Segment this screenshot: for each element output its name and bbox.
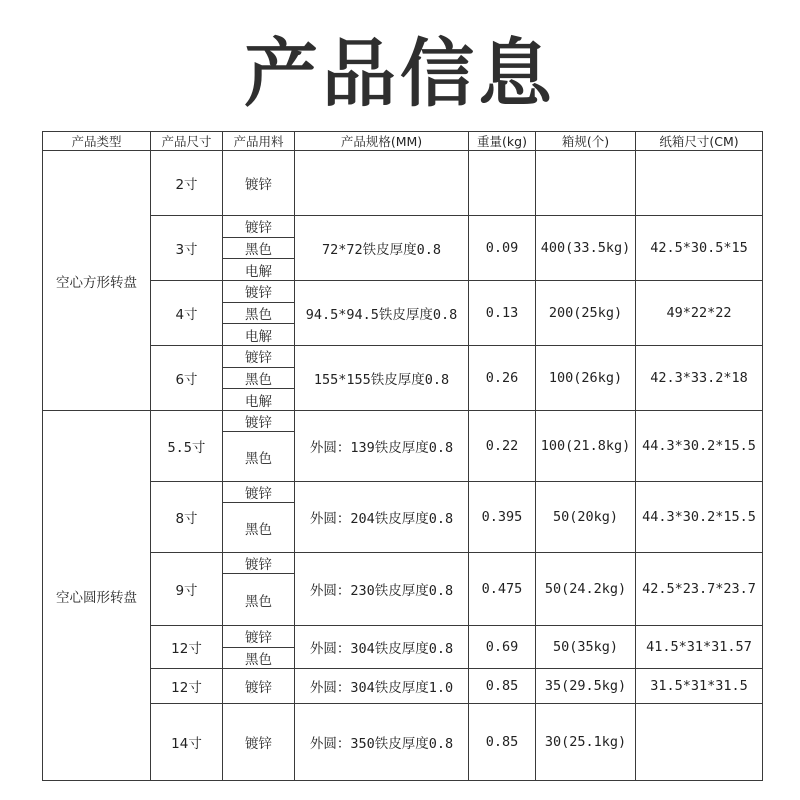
header-product-size: 产品尺寸 [151,132,223,151]
material-item: 镀锌 [245,285,272,302]
material-item: 镀锌 [245,630,272,647]
size-cell: 12寸 [151,626,223,669]
header-product-material: 产品用料 [223,132,295,151]
table-row [43,553,763,626]
material-item: 镀锌 [245,557,272,573]
material-cell [223,626,295,669]
table-row [43,704,763,781]
size-cell: 2寸 [151,151,223,216]
size-cell: 4寸 [151,281,223,346]
material-item: 黑色 [223,647,294,669]
table-row [43,216,763,281]
weight-cell: 0.69 [469,626,536,669]
spec-cell: 外圆：350铁皮厚度0.8 [295,704,469,781]
weight-cell: 0.395 [469,482,536,553]
table-row [43,281,763,346]
box-cell: 100(26kg) [536,346,636,411]
material-item: 镀锌 [245,350,272,367]
header-weight: 重量(kg) [469,132,536,151]
spec-cell: 外圆：204铁皮厚度0.8 [295,482,469,553]
spec-cell: 155*155铁皮厚度0.8 [295,346,469,411]
box-cell [536,151,636,216]
carton-cell: 42.5*30.5*15 [636,216,763,281]
material-cell [223,216,295,281]
spec-cell: 外圆：304铁皮厚度0.8 [295,626,469,669]
table-row [43,151,763,216]
material-item: 电解 [223,258,294,280]
carton-cell [636,151,763,216]
material-cell [223,411,295,482]
material-cell [223,151,295,216]
table-row [43,626,763,669]
spec-cell: 外圆：304铁皮厚度1.0 [295,669,469,704]
spec-cell: 外圆：139铁皮厚度0.8 [295,411,469,482]
weight-cell: 0.13 [469,281,536,346]
material-item: 黑色 [223,502,294,552]
material-item: 黑色 [223,302,294,324]
material-item: 镀锌 [245,415,272,431]
material-item: 镀锌 [245,736,272,752]
box-cell: 100(21.8kg) [536,411,636,482]
box-cell: 50(24.2kg) [536,553,636,626]
page-title: 产品信息 [244,31,556,117]
material-cell [223,482,295,553]
header-carton-size: 纸箱尺寸(CM) [636,132,763,151]
carton-cell [636,704,763,781]
material-item: 黑色 [223,367,294,389]
table-header-row [43,132,763,151]
material-cell [223,704,295,781]
material-item: 黑色 [223,237,294,259]
box-cell: 30(25.1kg) [536,704,636,781]
material-cell [223,553,295,626]
header-product-type: 产品类型 [43,132,151,151]
weight-cell: 0.85 [469,704,536,781]
header-box-quantity: 箱规(个) [536,132,636,151]
material-item: 电解 [223,323,294,345]
weight-cell: 0.26 [469,346,536,411]
weight-cell: 0.09 [469,216,536,281]
carton-cell: 42.5*23.7*23.7 [636,553,763,626]
size-cell: 6寸 [151,346,223,411]
box-cell: 50(20kg) [536,482,636,553]
spec-cell: 外圆：230铁皮厚度0.8 [295,553,469,626]
material-item: 镀锌 [245,680,272,696]
material-item: 黑色 [223,573,294,625]
weight-cell [469,151,536,216]
material-item: 电解 [223,388,294,410]
material-item: 镀锌 [245,220,272,237]
carton-cell: 49*22*22 [636,281,763,346]
size-cell: 5.5寸 [151,411,223,482]
spec-cell: 94.5*94.5铁皮厚度0.8 [295,281,469,346]
box-cell: 50(35kg) [536,626,636,669]
box-cell: 400(33.5kg) [536,216,636,281]
weight-cell: 0.475 [469,553,536,626]
carton-cell: 42.3*33.2*18 [636,346,763,411]
size-cell: 12寸 [151,669,223,704]
product-type-cell: 空心圆形转盘 [43,411,151,781]
table-row [43,669,763,704]
table-row [43,346,763,411]
product-spec-table [42,131,763,781]
carton-cell: 41.5*31*31.57 [636,626,763,669]
size-cell: 14寸 [151,704,223,781]
carton-cell: 44.3*30.2*15.5 [636,411,763,482]
spec-cell: 72*72铁皮厚度0.8 [295,216,469,281]
table-row [43,411,763,482]
weight-cell: 0.85 [469,669,536,704]
material-cell [223,281,295,346]
spec-cell [295,151,469,216]
material-cell [223,669,295,704]
product-type-cell: 空心方形转盘 [43,151,151,411]
table-row [43,482,763,553]
size-cell: 3寸 [151,216,223,281]
material-item: 镀锌 [245,177,272,193]
size-cell: 9寸 [151,553,223,626]
size-cell: 8寸 [151,482,223,553]
carton-cell: 44.3*30.2*15.5 [636,482,763,553]
header-product-spec: 产品规格(MM) [295,132,469,151]
material-item: 黑色 [223,431,294,481]
material-item: 镀锌 [245,486,272,502]
box-cell: 35(29.5kg) [536,669,636,704]
box-cell: 200(25kg) [536,281,636,346]
carton-cell: 31.5*31*31.5 [636,669,763,704]
material-cell [223,346,295,411]
weight-cell: 0.22 [469,411,536,482]
